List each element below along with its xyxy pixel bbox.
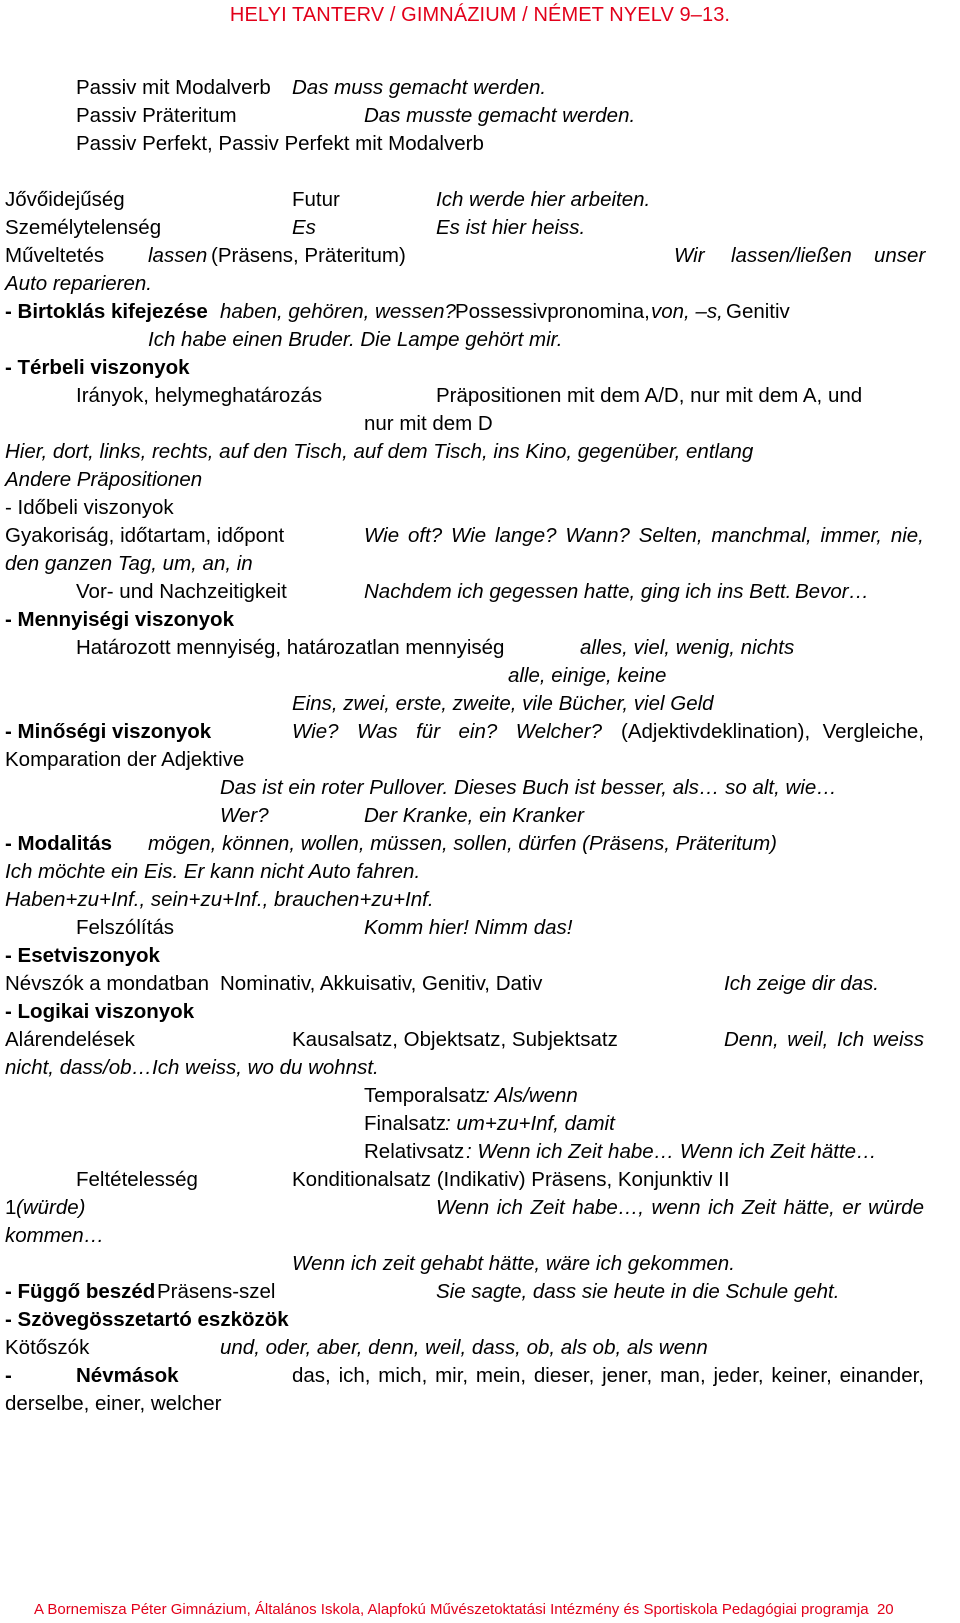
text-line [0, 466, 960, 494]
text-segment: Präsens-szel [157, 1280, 276, 1303]
word: weiss [872, 1028, 924, 1051]
text-segment: Konditionalsatz (Indikativ) Präsens, Konjunktiv II [292, 1168, 730, 1191]
text-line [0, 746, 960, 774]
text-segment: Nachdem ich gegessen hatte, ging ich ins Bett. [364, 580, 792, 603]
text-segment: Finalsatz [364, 1112, 447, 1135]
text-line [0, 1110, 960, 1138]
text-line [0, 130, 960, 158]
text-segment: 1 [5, 1196, 17, 1219]
text-segment: Komm hier! Nimm das! [364, 916, 573, 939]
word: Welcher? [515, 720, 602, 743]
text-segment: alle, einige, keine [508, 664, 667, 687]
text-segment: Gyakoriság, időtartam, időpont [5, 524, 285, 547]
text-segment: Passiv mit Modalverb [76, 76, 271, 99]
text-segment: (Präsens, Präteritum) [211, 244, 406, 267]
word: jener, [602, 1364, 653, 1387]
text-segment: lassen/ließen [731, 244, 852, 267]
text-segment: Relativsatz [364, 1140, 465, 1163]
text-line [0, 550, 960, 578]
text-segment: - Modalitás [5, 832, 113, 855]
word: (Adjektivdeklination), [621, 720, 811, 743]
text-segment: - Függő beszéd [5, 1280, 156, 1303]
text-line [0, 858, 960, 886]
text-segment: : Wenn ich Zeit habe… Wenn ich Zeit hätte… [466, 1140, 877, 1163]
text-segment: von, –s, [651, 300, 723, 323]
text-segment: den ganzen Tag, um, an, in [5, 552, 253, 575]
text-line [0, 1026, 960, 1054]
text-line [0, 1166, 960, 1194]
word: würde [868, 1196, 924, 1219]
text-segment: Wir [674, 244, 705, 267]
text-segment: Kausalsatz, Objektsatz, Subjektsatz [292, 1028, 618, 1051]
text-line [0, 74, 960, 102]
text-segment [364, 522, 924, 550]
text-segment: Nominativ, Akkuisativ, Genitiv, Dativ [220, 972, 543, 995]
text-segment: Határozott mennyiség, határozatlan mennyiség [76, 636, 505, 659]
text-segment: Futur [292, 188, 340, 211]
text-segment: kommen… [5, 1224, 105, 1247]
page-number: 20 [876, 1601, 894, 1618]
word: Zeit [530, 1196, 565, 1219]
text-line [0, 1194, 960, 1222]
text-line [0, 634, 960, 662]
text-segment: (würde) [16, 1196, 86, 1219]
text-segment: - Minőségi viszonyok [5, 720, 212, 743]
word: Wie [450, 524, 487, 547]
text-segment: Sie sagte, dass sie heute in die Schule geht. [436, 1280, 840, 1303]
text-segment: Ich habe einen Bruder. Die Lampe gehört mir. [148, 328, 563, 351]
text-line [0, 1054, 960, 1082]
text-segment: Személytelenség [5, 216, 162, 239]
word: ein? [458, 720, 498, 743]
text-line [0, 690, 960, 718]
text-segment: - Térbeli viszonyok [5, 356, 190, 379]
text-segment: derselbe, einer, welcher [5, 1392, 222, 1415]
text-line [0, 1082, 960, 1110]
text-segment: - Esetviszonyok [5, 944, 160, 967]
word: habe…, [572, 1196, 644, 1219]
text-segment: Genitiv [726, 300, 790, 323]
word: Wann? [565, 524, 630, 547]
text-line [0, 914, 960, 942]
text-line [0, 270, 960, 298]
text-segment: Präpositionen mit dem A/D, nur mit dem A, und [436, 384, 863, 407]
text-segment: Auto reparieren. [5, 272, 153, 295]
text-segment: Temporalsatz [364, 1084, 486, 1107]
text-line [0, 1222, 960, 1250]
text-segment: Ich zeige dir das. [724, 972, 879, 995]
word: einander, [839, 1364, 924, 1387]
word: Zeit [741, 1196, 777, 1219]
text-segment: Névszók a mondatban [5, 972, 209, 995]
text-segment: - Mennyiségi viszonyok [5, 608, 234, 631]
text-line [0, 718, 960, 746]
text-segment: : Als/wenn [484, 1084, 578, 1107]
text-line [0, 774, 960, 802]
page-footer [34, 1601, 934, 1618]
word: Selten, [638, 524, 703, 547]
word: ich [496, 1196, 523, 1219]
text-segment: Feltételesség [76, 1168, 198, 1191]
word: keiner, [771, 1364, 832, 1387]
word: mich, [378, 1364, 428, 1387]
text-line [0, 410, 960, 438]
word: weil, [787, 1028, 829, 1051]
text-line [0, 606, 960, 634]
word: lange? [494, 524, 557, 547]
text-segment: lassen [148, 244, 208, 267]
text-segment: Hier, dort, links, rechts, auf den Tisch, auf dem Tisch, ins Kino, gegenüber, entlang [5, 440, 754, 463]
word: ich, [338, 1364, 371, 1387]
text-line [0, 942, 960, 970]
text-segment: Wenn ich zeit gehabt hätte, wäre ich gekommen. [292, 1252, 735, 1275]
text-line [0, 1278, 960, 1306]
text-segment: Műveltetés [5, 244, 105, 267]
word: dieser, [533, 1364, 595, 1387]
text-line [0, 102, 960, 130]
word: Vergleiche, [822, 720, 924, 743]
text-segment: Das ist ein roter Pullover. Dieses Buch ist besser, als… so alt, wie… [220, 776, 837, 799]
text-segment: Passiv Präteritum [76, 104, 237, 127]
word: er [842, 1196, 861, 1219]
text-segment: und, oder, aber, denn, weil, dass, ob, als ob, als wenn [220, 1336, 708, 1359]
text-segment: nur mit dem D [364, 412, 493, 435]
text-segment: Bevor… [795, 580, 870, 603]
text-segment [292, 1362, 924, 1390]
word: mir, [435, 1364, 469, 1387]
text-segment: Felszólítás [76, 916, 174, 939]
text-line [0, 830, 960, 858]
text-line [0, 662, 960, 690]
text-segment [292, 718, 602, 746]
text-segment: Komparation der Adjektive [5, 748, 245, 771]
text-segment: Ich möchte ein Eis. Er kann nicht Auto fahren. [5, 860, 421, 883]
text-segment: Irányok, helymeghatározás [76, 384, 323, 407]
word: jeder, [713, 1364, 764, 1387]
text-segment [724, 1026, 924, 1054]
word: man, [660, 1364, 706, 1387]
text-line [0, 522, 960, 550]
text-segment: Es [292, 216, 316, 239]
text-segment: nicht, dass/ob…Ich weiss, wo du wohnst. [5, 1056, 379, 1079]
text-segment: Das musste gemacht werden. [364, 104, 636, 127]
text-line [0, 438, 960, 466]
text-line [0, 1334, 960, 1362]
text-line [0, 1306, 960, 1334]
word: das, [292, 1364, 331, 1387]
text-segment: Névmások [76, 1364, 179, 1387]
word: manchmal, [711, 524, 812, 547]
text-line [0, 578, 960, 606]
word: Denn, [724, 1028, 779, 1051]
text-segment: : um+zu+Inf, damit [445, 1112, 615, 1135]
text-line [0, 886, 960, 914]
text-segment: Ich werde hier arbeiten. [436, 188, 651, 211]
text-segment: - [5, 1364, 12, 1387]
text-segment: unser [874, 244, 926, 267]
footer-text: A Bornemisza Péter Gimnázium, Általános Iskola, Alapfokú Művészetoktatási Intézmény és Sportiskola Pedagógiai programja [34, 1601, 869, 1618]
text-line [0, 354, 960, 382]
text-segment: - Szövegösszetartó eszközök [5, 1308, 289, 1331]
text-segment: Eins, zwei, erste, zweite, vile Bücher, viel Geld [292, 692, 714, 715]
text-line [0, 970, 960, 998]
page-header: HELYI TANTERV / GIMNÁZIUM / NÉMET NYELV 9–13. [229, 4, 731, 26]
word: Was [357, 720, 398, 743]
text-segment: Andere Präpositionen [5, 468, 203, 491]
text-line [0, 298, 960, 326]
word: hätte, [783, 1196, 835, 1219]
word: oft? [407, 524, 443, 547]
word: ich [708, 1196, 735, 1219]
text-segment: alles, viel, wenig, nichts [580, 636, 795, 659]
word: Wie [364, 524, 400, 547]
word: Wenn [436, 1196, 490, 1219]
text-segment [621, 718, 924, 746]
word: Wie? [292, 720, 339, 743]
text-line [0, 998, 960, 1026]
word: für [416, 720, 441, 743]
text-segment: Jővőidejűség [5, 188, 125, 211]
text-line [0, 1138, 960, 1166]
text-segment: Es ist hier heiss. [436, 216, 586, 239]
text-segment: Der Kranke, ein Kranker [364, 804, 584, 827]
text-segment: Haben+zu+Inf., sein+zu+Inf., brauchen+zu+Inf. [5, 888, 434, 911]
word: nie, [890, 524, 924, 547]
text-segment: Kötőszók [5, 1336, 90, 1359]
word: wenn [651, 1196, 701, 1219]
text-segment: - Időbeli viszonyok [5, 496, 174, 519]
text-segment: Possessivpronomina, [455, 300, 650, 323]
text-line [0, 1362, 960, 1390]
text-segment: mögen, können, wollen, müssen, sollen, dürfen (Präsens, Präteritum) [148, 832, 777, 855]
text-line [0, 494, 960, 522]
word: mein, [475, 1364, 527, 1387]
text-segment: Passiv Perfekt, Passiv Perfekt mit Modalverb [76, 132, 484, 155]
text-line [0, 326, 960, 354]
word: immer, [820, 524, 882, 547]
text-segment: - Logikai viszonyok [5, 1000, 195, 1023]
word: Ich [836, 1028, 865, 1051]
text-segment [436, 1194, 924, 1222]
text-line [0, 382, 960, 410]
footer-spacer [869, 1601, 877, 1618]
text-segment: Alárendelések [5, 1028, 135, 1051]
text-segment: Das muss gemacht werden. [292, 76, 547, 99]
text-line [0, 186, 960, 214]
text-line [0, 242, 960, 270]
text-segment: haben, gehören, wessen? [220, 300, 456, 323]
text-segment: Wer? [220, 804, 269, 827]
text-segment: - Birtoklás kifejezése [5, 300, 208, 323]
text-line [0, 1250, 960, 1278]
text-line [0, 802, 960, 830]
text-line [0, 1390, 960, 1418]
text-line [0, 214, 960, 242]
text-segment: Vor- und Nachzeitigkeit [76, 580, 287, 603]
